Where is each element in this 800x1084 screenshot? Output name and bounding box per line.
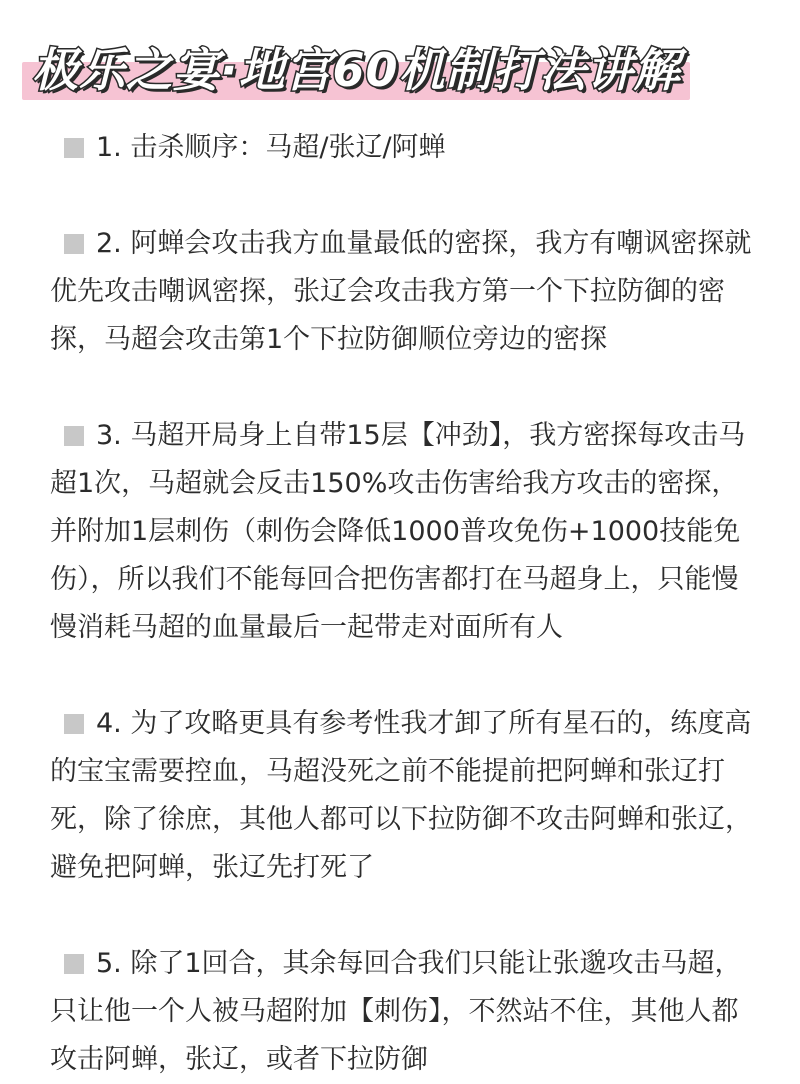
list-item — [50, 220, 760, 364]
item-text: 除了1回合，其余每回合我们只能让张邈攻击马超，只让他一个人被马超附加【刺伤】，不然站不住，其他人都攻击阿蝉，张辽，或者下拉防御 — [50, 948, 742, 1075]
item-text: 击杀顺序：马超/张辽/阿蝉 — [130, 132, 446, 163]
item-number: 1. — [96, 132, 122, 163]
title-banner — [22, 40, 690, 102]
item-number: 2. — [96, 228, 122, 259]
list-item — [50, 124, 760, 172]
page-title: 极乐之宴·地宫60机制打法讲解 — [32, 43, 681, 97]
item-number: 3. — [96, 420, 122, 451]
content — [50, 124, 760, 1084]
square-bullet-icon — [64, 234, 84, 254]
item-text: 阿蝉会攻击我方血量最低的密探，我方有嘲讽密探就优先攻击嘲讽密探，张辽会攻击我方第一个下拉防御的密探，马超会攻击第1个下拉防御顺位旁边的密探 — [50, 228, 752, 355]
item-number: 5. — [96, 948, 122, 979]
square-bullet-icon — [64, 138, 84, 158]
list-item — [50, 700, 760, 892]
item-number: 4. — [96, 708, 122, 739]
item-text: 为了攻略更具有参考性我才卸了所有星石的，练度高的宝宝需要控血，马超没死之前不能提前把阿蝉和张辽打死，除了徐庶，其他人都可以下拉防御不攻击阿蝉和张辽，避免把阿蝉，张辽先打死了 — [50, 708, 752, 883]
square-bullet-icon — [64, 954, 84, 974]
list-item — [50, 940, 760, 1084]
list-item — [50, 412, 760, 652]
square-bullet-icon — [64, 714, 84, 734]
item-text: 马超开局身上自带15层【冲劲】，我方密探每攻击马超1次，马超就会反击150%攻击伤害给我方攻击的密探，并附加1层刺伤（刺伤会降低1000普攻免伤+1000技能免伤），所以我们不能每回合把伤害都打在马超身上，只能慢慢消耗马超的血量最后一起带走对面所有人 — [50, 420, 746, 643]
square-bullet-icon — [64, 426, 84, 446]
